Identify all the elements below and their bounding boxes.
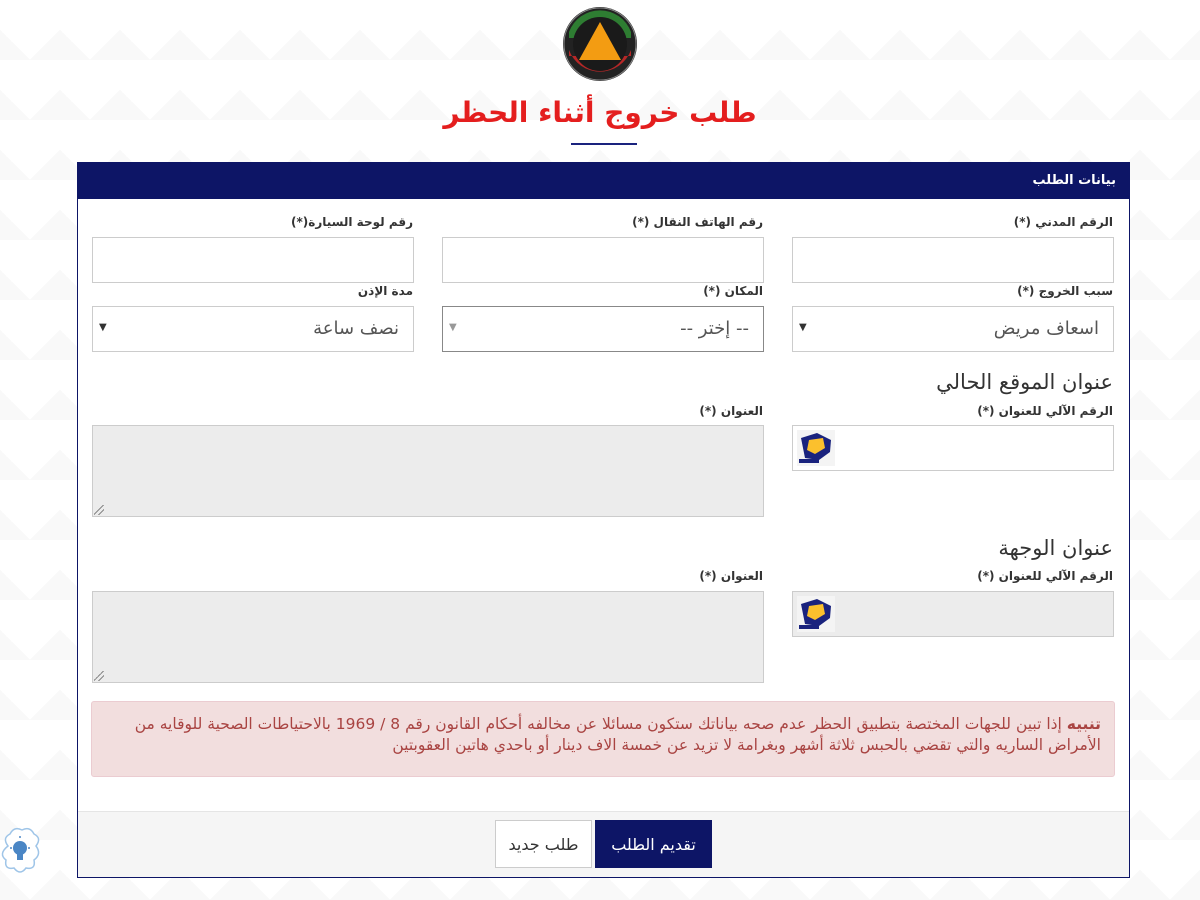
title-underline xyxy=(571,143,637,145)
destination-address-label: العنوان (*) xyxy=(699,569,763,583)
car-plate-input[interactable] xyxy=(92,237,414,283)
chevron-down-icon: ▼ xyxy=(449,322,457,333)
current-auto-number-label: الرقم الآلي للعنوان (*) xyxy=(977,404,1113,418)
panel-heading: بيانات الطلب xyxy=(78,163,1129,199)
destination-auto-number-input[interactable] xyxy=(792,591,1114,637)
place-value: -- إختر -- xyxy=(680,318,749,339)
paci-map-icon[interactable] xyxy=(797,596,835,632)
destination-heading: عنوان الوجهة xyxy=(998,536,1113,560)
warning-alert xyxy=(91,701,1115,777)
panel-footer xyxy=(78,811,1129,877)
destination-auto-number-label: الرقم الآلي للعنوان (*) xyxy=(977,569,1113,583)
chevron-down-icon: ▼ xyxy=(799,322,807,333)
page-title: طلب خروج أثناء الحظر xyxy=(443,96,757,129)
exit-reason-label: سبب الخروج (*) xyxy=(1017,284,1113,298)
request-panel xyxy=(77,162,1130,878)
civil-id-label: الرقم المدني (*) xyxy=(1013,215,1113,229)
alert-text: إذا تبين للجهات المختصة بتطبيق الحظر عدم صحه بياناتك ستكون مسائلا عن مخالفه أحكام القانون رقم 8 / 1969 بالاحتياطات الصحية للوقايه من الأمراض الساريه والتي تقضي بالحبس ثلاثة أشهر وبغرامة لا تزيد عن خمسة الاف دينار أو باحدي هاتين العقوبتين xyxy=(134,715,1101,754)
paci-map-icon[interactable] xyxy=(797,430,835,466)
resize-handle[interactable] xyxy=(94,505,104,515)
mobile-label: رقم الهاتف النقال (*) xyxy=(632,215,763,229)
duration-select[interactable] xyxy=(92,306,414,352)
current-address-label: العنوان (*) xyxy=(699,404,763,418)
place-select[interactable] xyxy=(442,306,764,352)
duration-value: نصف ساعة xyxy=(313,318,399,339)
destination-address-textarea[interactable] xyxy=(92,591,764,683)
new-request-button[interactable]: طلب جديد xyxy=(495,820,592,868)
help-lightbulb-icon[interactable] xyxy=(0,826,42,892)
current-location-heading: عنوان الموقع الحالي xyxy=(936,370,1113,394)
car-plate-label: رقم لوحة السيارة(*) xyxy=(291,215,413,229)
civil-id-input[interactable] xyxy=(792,237,1114,283)
exit-reason-value: اسعاف مريض xyxy=(993,318,1099,339)
resize-handle[interactable] xyxy=(94,671,104,681)
current-auto-number-input[interactable] xyxy=(792,425,1114,471)
mobile-input[interactable] xyxy=(442,237,764,283)
alert-title: تنبيه xyxy=(1066,715,1101,733)
current-address-textarea[interactable] xyxy=(92,425,764,517)
submit-button[interactable]: تقديم الطلب xyxy=(595,820,712,868)
chevron-down-icon: ▼ xyxy=(99,322,107,333)
exit-reason-select[interactable] xyxy=(792,306,1114,352)
civil-defense-logo-icon xyxy=(561,2,639,86)
place-label: المكان (*) xyxy=(703,284,763,298)
duration-label: مدة الإذن xyxy=(357,284,413,298)
